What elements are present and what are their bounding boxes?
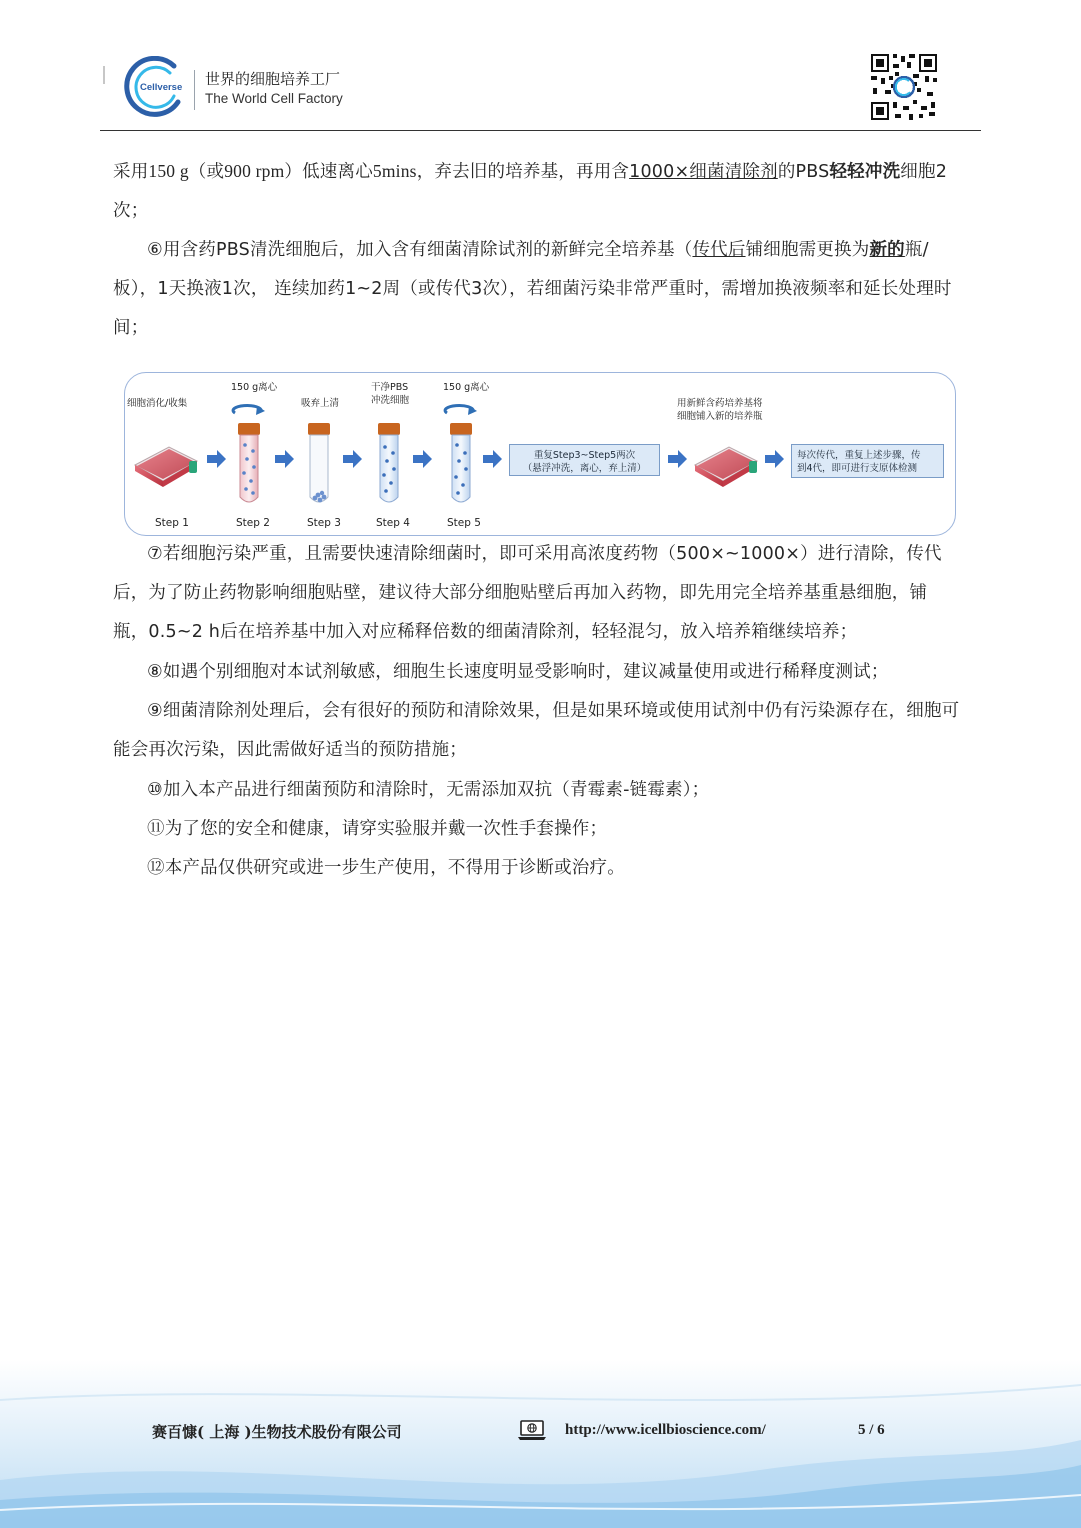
step-label: Step 1: [155, 517, 189, 529]
culture-flask-icon: [135, 447, 197, 487]
paragraph-item-8: ⑧如遇个别细胞对本试剂敏感，细胞生长速度明显受影响时，建议减量使用或进行稀释度测试；: [147, 662, 889, 682]
text-run: ⑥用含药PBS清洗细胞后，加入含有细菌清除试剂的新鲜完全培养基（: [147, 240, 693, 260]
text-run: 900 rpm: [224, 161, 285, 181]
logo-divider: [194, 70, 195, 110]
final-line-2: 到4代，即可进行支原体检测: [797, 463, 918, 474]
text-run: 采用: [113, 162, 149, 182]
centrifuge-tube-icon: [308, 423, 330, 502]
label-reseed-1: 用新鲜含药培养基将: [677, 398, 763, 409]
process-diagram: [124, 372, 956, 536]
culture-flask-icon: [695, 447, 757, 487]
final-box: [791, 444, 944, 478]
cellverse-logo: [122, 56, 188, 118]
arrow-icon: [668, 450, 687, 468]
label-spin-2: 150 g离心: [443, 382, 490, 393]
repeat-line-1: 重复Step3~Step5两次: [533, 450, 636, 461]
label-reseed-2: 细胞铺入新的培养瓶: [677, 411, 763, 422]
label-spin-1: 150 g离心: [231, 382, 278, 393]
label-pbs-1: 干净PBS: [371, 382, 409, 393]
spin-arrow-icon: [445, 405, 477, 415]
label-collect: 细胞消化/收集: [127, 398, 188, 409]
footer-wave-background: [0, 1360, 1081, 1528]
brand-chinese: 世界的细胞培养工厂: [205, 70, 341, 88]
brand-english: The World Cell Factory: [205, 91, 343, 106]
repeat-box: [509, 444, 660, 476]
centrifuge-tube-icon: [450, 423, 472, 502]
centrifuge-tube-icon: [378, 423, 400, 502]
centrifuge-tube-icon: [238, 423, 260, 502]
paragraph-item-7: ⑦若细胞污染严重，且需要快速清除细菌时，即可采用高浓度药物（500×~1000×）进行清除，传代后，为了防止药物影响细胞贴壁，建议待大部分细胞贴壁后再加入药物，即先用完全培养基重悬细胞，铺瓶，0.5~2 h后在培养基中加入对应稀释倍数的细菌清除剂，轻轻混匀，放入培养箱继续培养；: [113, 544, 942, 642]
text-run: 铺细胞需更换为: [745, 240, 870, 260]
final-line-1: 每次传代，重复上述步骤，传: [797, 450, 921, 461]
arrow-icon: [343, 450, 362, 468]
paragraph-item-12: ⑫本产品仅供研究或进一步生产使用，不得用于诊断或治疗。: [147, 858, 625, 878]
text-run: ，弃去旧的培养基，再用含: [416, 162, 630, 182]
step-label: Step 5: [447, 517, 481, 529]
text-run: 5mins: [372, 161, 417, 181]
footer-company: 赛百慷( 上海 )生物技术股份有限公司: [152, 1423, 402, 1441]
spin-arrow-icon: [233, 405, 265, 415]
arrow-icon: [765, 450, 784, 468]
footer-website-link[interactable]: http://www.icellbioscience.com/: [565, 1422, 766, 1438]
text-run: ）低速离心: [284, 162, 373, 182]
paragraph-item-10: ⑩加入本产品进行细菌预防和清除时，无需添加双抗（青霉素-链霉素）；: [147, 780, 710, 800]
bold-underlined-text: 新的: [869, 240, 905, 260]
text-run: 瓶/板），1天换液1次， 连续加药1~2周（或传代3次），若细菌污染非常严重时，需增加换液频率和延长处理时间；: [113, 240, 952, 338]
underlined-text: 传代后: [692, 240, 746, 260]
step-label: Step 3: [307, 517, 341, 529]
qr-code: [869, 52, 939, 122]
label-pbs-2: 冲洗细胞: [371, 395, 410, 406]
text-run: 150 g: [148, 161, 189, 181]
bold-text: 轻轻冲洗: [829, 162, 901, 182]
arrow-icon: [413, 450, 432, 468]
page-number: 5 / 6: [858, 1422, 885, 1438]
arrow-icon: [483, 450, 502, 468]
step-label: Step 4: [376, 517, 410, 529]
label-discard: 吸弃上清: [301, 398, 340, 409]
text-run: 的PBS: [777, 162, 830, 182]
step-label: Step 2: [236, 517, 270, 529]
logo-text: Cellverse: [140, 82, 183, 93]
paragraph-item-6: [113, 231, 961, 348]
paragraph-wash: [113, 152, 961, 231]
repeat-line-2: （悬浮冲洗，离心，弃上清）: [522, 463, 647, 474]
paragraph-item-9: ⑨细菌清除剂处理后，会有很好的预防和清除效果，但是如果环境或使用试剂中仍有污染源存在，细胞可能会再次污染，因此需做好适当的预防措施；: [113, 701, 960, 760]
paragraph-item-11: ⑪为了您的安全和健康，请穿实验服并戴一次性手套操作；: [147, 819, 608, 839]
header-accent-bar: [103, 66, 105, 84]
text-run: 细胞2次；: [113, 162, 948, 221]
laptop-globe-icon: [517, 1419, 547, 1441]
header-rule: [100, 130, 981, 131]
underlined-text: 1000×细菌清除剂: [629, 162, 778, 182]
arrow-icon: [275, 450, 294, 468]
arrow-icon: [207, 450, 226, 468]
text-run: （或: [188, 162, 225, 182]
